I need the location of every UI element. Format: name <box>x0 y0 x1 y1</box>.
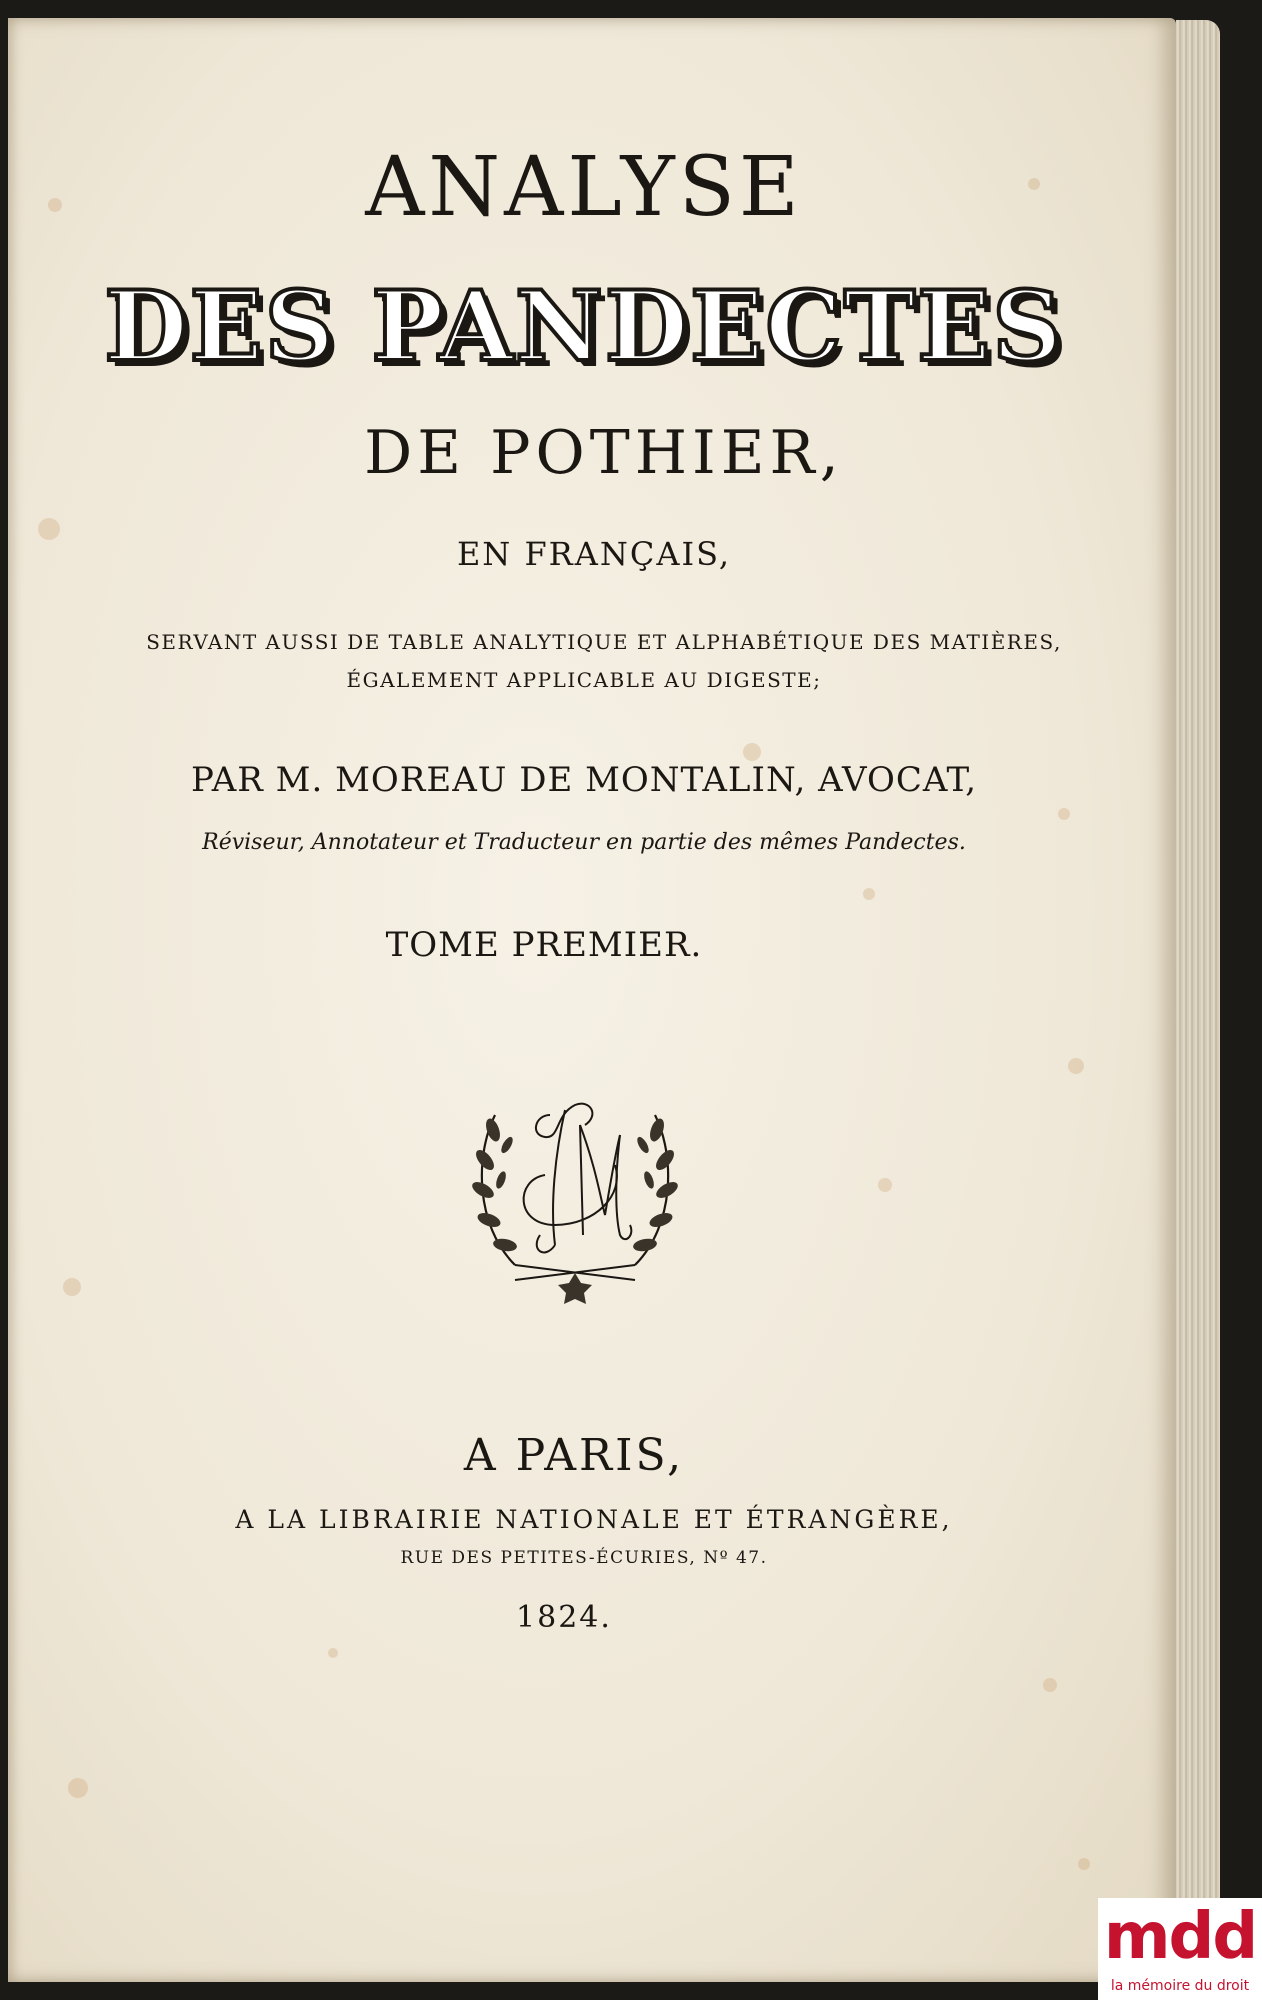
subtitle-description-1: SERVANT AUSSI DE TABLE ANALYTIQUE ET ALPHABÉTIQUE DES MATIÈRES, <box>146 630 1062 654</box>
author-line: PAR M. MOREAU DE MONTALIN, AVOCAT, <box>190 760 978 800</box>
volume-label: TOME PREMIER. <box>385 925 703 965</box>
imprint-year: 1824. <box>516 1600 612 1635</box>
title-line-pothier: DE POTHIER, <box>364 418 844 488</box>
watermark-mark: mdd <box>1103 1900 1257 1974</box>
imprint-publisher: A LA LIBRAIRIE NATIONALE ET ÉTRANGÈRE, <box>235 1505 953 1534</box>
page-edges <box>1176 20 1220 1980</box>
imprint-city: A PARIS, <box>463 1430 685 1481</box>
watermark-text: la mémoire du droit <box>1110 1978 1250 1994</box>
title-line-pandectes: DES PANDECTES <box>104 270 1064 383</box>
monogram-wreath-icon <box>455 1085 695 1315</box>
imprint-address: RUE DES PETITES-ÉCURIES, Nº 47. <box>400 1548 768 1568</box>
subtitle-language: EN FRANÇAIS, <box>456 535 732 573</box>
subtitle-description-2: ÉGALEMENT APPLICABLE AU DIGESTE; <box>346 668 822 692</box>
title-line-analyse: ANALYSE <box>365 140 803 235</box>
watermark-logo <box>1098 1898 1262 2000</box>
author-role: Réviseur, Annotateur et Traducteur en partie des mêmes Pandectes. <box>202 830 966 855</box>
